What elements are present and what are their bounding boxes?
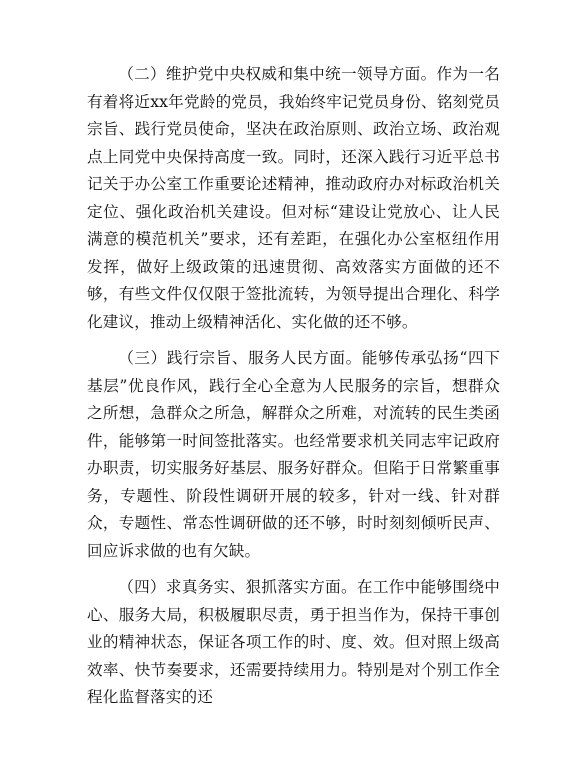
paragraph-heading: （二）维护党中央权威和集中统一领导方面。 [118,65,437,83]
paragraph-heading: （四）求真务实、狠抓落实方面。 [118,578,357,596]
paragraph-political-leadership [87,61,500,336]
paragraph-implementation [87,574,500,712]
paragraph-text: 作为一名有着将近xx年党龄的党员，我始终牢记党员身份、铭刻党员宗旨、践行党员使命，坚决在政治原则、政治立场、政治观点上同党中央保持高度一致。同时，还深入践行习近平总书记关于办公室工作重要论述精神，推动政府办对标政治机关定位、强化政治机关建设。但对标“建设让党放心、让人民满意的模范机关”要求，还有差距，在强化办公室枢纽作用发挥，做好上级政策的迅速贯彻、高效落实方面做的还不够，有些文件仅仅限于签批流转，为领导提出合理化、科学化建议，推动上级精神活化、实化做的还不够。 [87,65,500,331]
paragraph-heading: （三）践行宗旨、服务人民方面。 [118,349,362,367]
paragraph-text: 能够传承弘扬“四下基层”优良作风，践行全心全意为人民服务的宗旨，想群众之所想，急群众之所急，解群众之所难，对流转的民生类函件，能够第一时间签批落实。也经常要求机关同志牢记政府办职责，切实服务好基层、服务好群众。但陷于日常繁重事务，专题性、阶段性调研开展的较多，针对一线、针对群众，专题性、常态性调研做的还不够，时时刻刻倾听民声、回应诉求做的也有欠缺。 [87,349,500,560]
document-body [87,61,500,721]
paragraph-serving-people [87,345,500,565]
paragraph-text: 在工作中能够围绕中心、服务大局，积极履职尽责，勇于担当作为，保持干事创业的精神状态，保证各项工作的时、度、效。但对照上级高效率、快节奏要求，还需要持续用力。特别是对个别工作全程化监督落实的还 [87,578,500,706]
